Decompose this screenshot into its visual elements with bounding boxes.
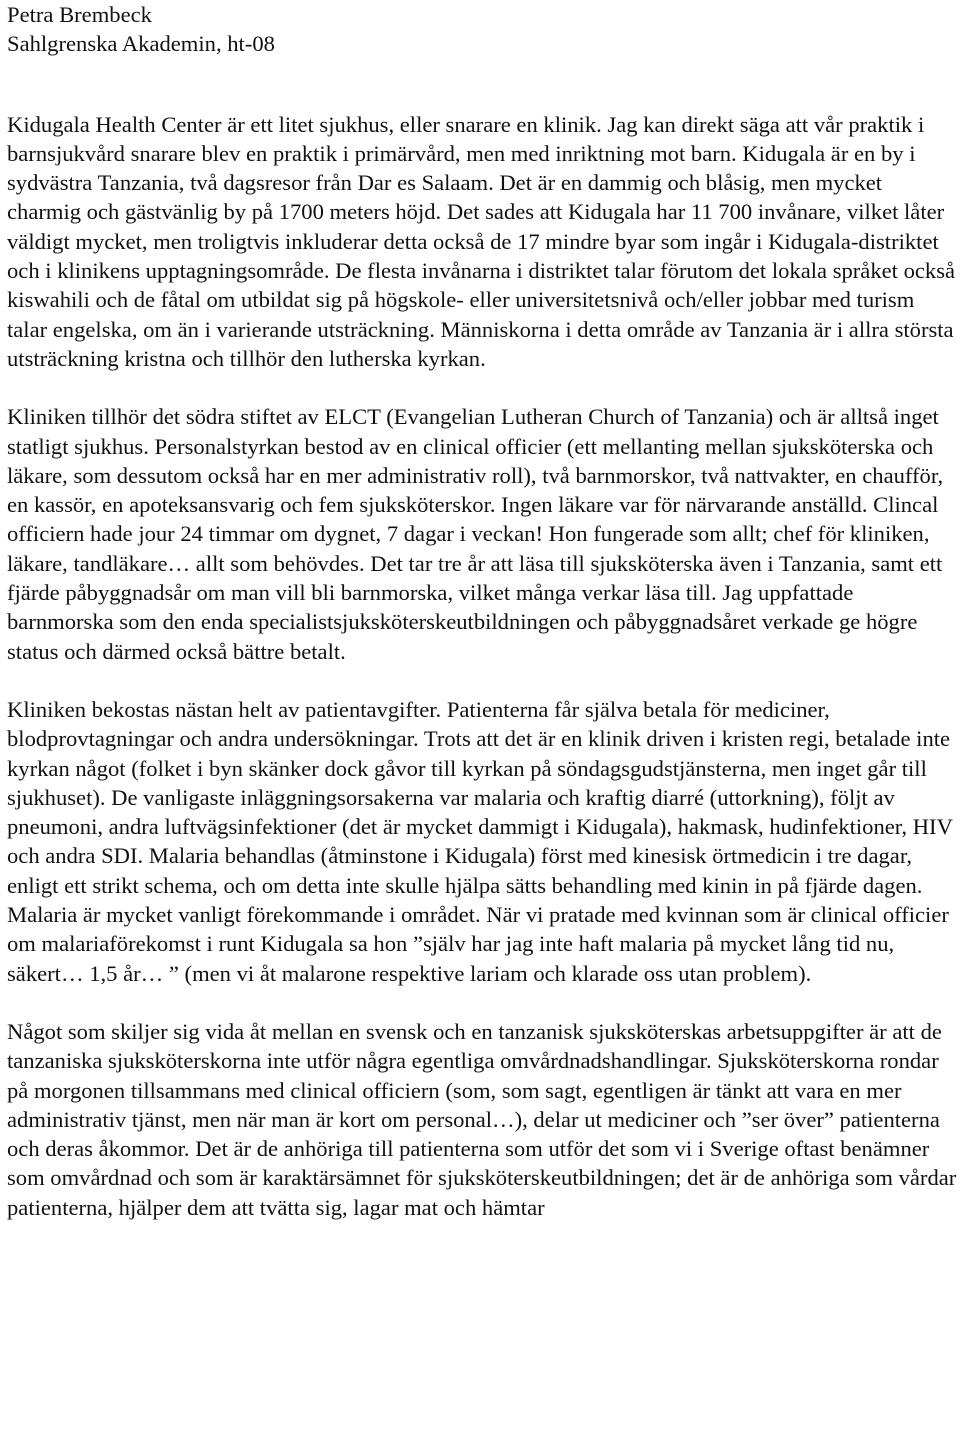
affiliation: Sahlgrenska Akademin, ht-08	[7, 31, 275, 57]
paragraph-nurse-duties: Något som skiljer sig vida åt mellan en svensk och en tanzanisk sjuksköterskas arbetsuppgifter är att de tanzaniska sjuksköterskorna inte utför några egentliga omvårdnadshandlingar. Sjuksköterskorna rondar på morgonen tillsammans med clinical officiern (som, som sagt, egentligen är tänkt att vara en mer administrativ tjänst, men när man är kort om personal…), delar ut mediciner och ”ser över” patienterna och deras åkommor. Det är de anhöriga till patienterna som utför det som vi i Sverige oftast benämner som omvårdnad och som är karaktärsämnet för sjuksköterskeutbildningen; det är de anhöriga som vårdar patienterna, hjälper dem att tvätta sig, lagar mat och hämtar	[7, 1018, 957, 1220]
paragraph-clinic-funding: Kliniken bekostas nästan helt av patientavgifter. Patienterna får själva betala för mediciner, blodprovtagningar och andra undersökningar. Trots att det är en klinik driven i kristen regi, betalade inte kyrkan något (folket i byn skänker dock gåvor till kyrkan på söndagsgudstjänsterna, men inget går till sjukhuset). De vanligaste inläggningsorsakerna var malaria och kraftig diarré (uttorkning), följt av pneumoni, andra luftvägsinfektioner (det är mycket dammigt i Kidugala), hakmask, hudinfektioner, HIV och andra SDI. Malaria behandlas (åtminstone i Kidugala) först med kinesisk örtmedicin i tre dagar, enligt ett strikt schema, och om detta inte skulle hjälpa sätts behandling med kinin in på fjärde dagen. Malaria är mycket vanligt förekommande i området. När vi pratade med kvinnan som är clinical officier om malariaförekomst i runt Kidugala sa hon ”själv har jag inte haft malaria på mycket lång tid nu, säkert… 1,5 år… ” (men vi åt malarone respektive lariam och klarade oss utan problem).	[7, 696, 953, 986]
paragraph-clinic-staff: Kliniken tillhör det södra stiftet av ELCT (Evangelian Lutheran Church of Tanzania) och är alltså inget statligt sjukhus. Personalstyrkan bestod av en clinical officier (ett mellanting mellan sjuksköterska och läkare, som dessutom också har en mer administrativ roll), två barnmorskor, två nattvakter, en chaufför, en kassör, en apoteksansvarig och fem sjuksköterskor. Ingen läkare var för närvarande anställd. Clincal officiern hade jour 24 timmar om dygnet, 7 dagar i veckan! Hon fungerade som allt; chef för kliniken, läkare, tandläkare… allt som behövdes. Det tar tre år att läsa till sjuksköterska även i Tanzania, samt ett fjärde påbyggnadsår om man vill bli barnmorska, vilket många verkar läsa till. Jag uppfattade barnmorska som den enda specialistsjuksköterskeutbildningen och påbyggnadsåret verkade ge högre status och därmed också bättre betalt.	[7, 404, 944, 664]
paragraph-kidugala-intro: Kidugala Health Center är ett litet sjukhus, eller snarare en klinik. Jag kan direkt säga att vår praktik i barnsjukvård snarare blev en praktik i primärvård, men med inriktning mot barn. Kidugala är en by i sydvästra Tanzania, två dagsresor från Dar es Salaam. Det är en dammig och blåsig, men mycket charmig och gästvänlig by på 1700 meters höjd. Det sades att Kidugala har 11 700 invånare, vilket låter väldigt mycket, men troligtvis inkluderar detta också de 17 mindre byar som ingår i Kidugala-distriktet och i klinikens upptagningsområde. De flesta invånarna i distriktet talar förutom det lokala språket också kiswahili och de fåtal om utbildat sig på högskole- eller universitetsnivå och/eller jobbar med turism talar engelska, om än i varierande utsträckning. Människorna i detta område av Tanzania är i allra största utsträckning kristna och tillhör den lutherska kyrkan.	[7, 111, 956, 371]
author-block	[7, 0, 957, 59]
author-name: Petra Brembeck	[7, 2, 152, 27]
document-page	[7, 0, 957, 1222]
